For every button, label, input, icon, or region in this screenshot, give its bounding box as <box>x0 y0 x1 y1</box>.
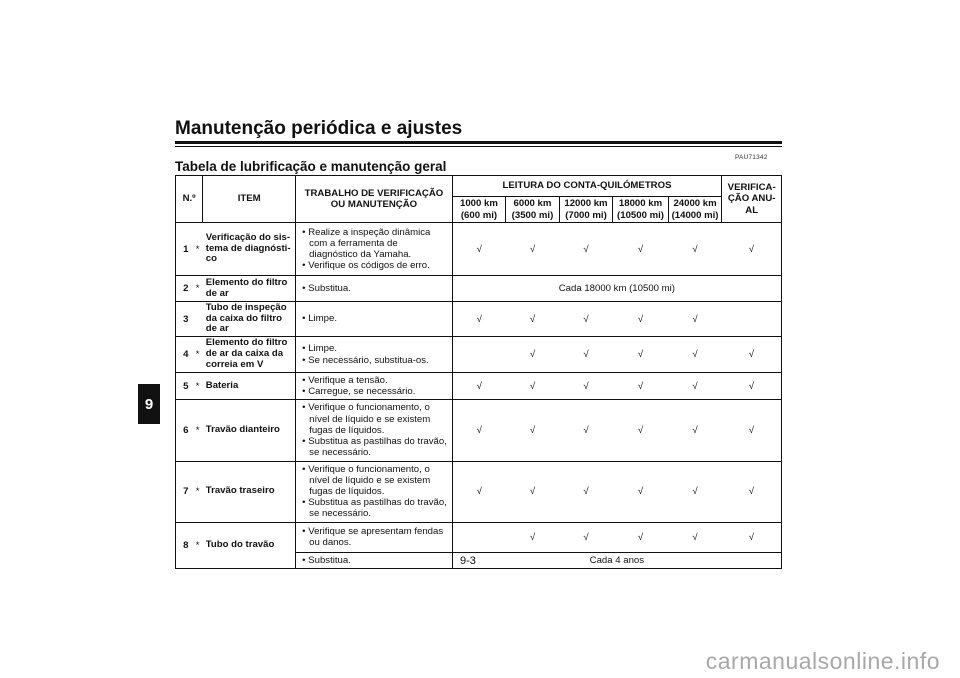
check-cell: √ <box>722 461 782 522</box>
interval-km: 24000 km <box>673 198 717 210</box>
work-text: Limpe. <box>308 343 337 355</box>
work-bullet: • Limpe. <box>302 343 337 355</box>
interval-mi: (600 mi) <box>460 209 498 221</box>
work-text: Realize a inspeção dinâmica com a ferramenta de diagnóstico da Yamaha. <box>308 226 431 260</box>
interval-km: 18000 km <box>618 198 663 210</box>
section-title: Tabela de lubrificação e manutenção geral <box>175 159 447 174</box>
check-cell: √ <box>452 461 506 522</box>
work-cell <box>296 337 453 373</box>
work-text: Substitua. <box>308 282 351 294</box>
check-cell: √ <box>559 400 613 461</box>
header-interval <box>668 197 722 223</box>
row-item: Tubo do travão <box>203 522 296 568</box>
row-number: 1 <box>176 223 196 276</box>
table-row <box>176 461 782 522</box>
row-item: Elemento do filtro de ar <box>203 276 296 302</box>
table-row <box>176 373 782 400</box>
check-cell: √ <box>668 302 722 337</box>
check-cell: √ <box>613 522 669 552</box>
interval-mi: (10500 mi) <box>617 209 664 221</box>
header-interval <box>559 197 613 223</box>
check-cell: √ <box>452 400 506 461</box>
interval-span: Cada 4 anos <box>452 552 781 568</box>
check-cell: √ <box>613 302 669 337</box>
row-asterisk: * <box>196 461 203 522</box>
row-number: 2 <box>176 276 196 302</box>
work-bullet: • Verifique a tensão. <box>302 375 388 386</box>
work-bullet: • Verifique os códigos de erro. <box>302 260 430 272</box>
chapter-tab: 9 <box>138 384 160 424</box>
header-num: N.º <box>176 176 203 223</box>
check-cell: √ <box>668 400 722 461</box>
work-text: Verifique o funcionamento, o nível de líquido e se existem fugas de líquidos. <box>308 402 431 436</box>
check-cell: √ <box>559 337 613 373</box>
work-bullet: • Verifique o funcionamento, o nível de líquido e se existem fugas de líquidos. <box>302 402 431 436</box>
work-cell <box>296 223 453 276</box>
row-item: Verificação do sis-tema de diagnósti-co <box>203 223 296 276</box>
work-bullet: • Substitua. <box>302 282 351 294</box>
work-bullet: • Verifique o funcionamento, o nível de líquido e se existem fugas de líquidos. <box>302 463 431 497</box>
work-text: Verifique a tensão. <box>308 375 388 386</box>
row-item: Travão dianteiro <box>203 400 296 461</box>
work-bullet: • Substitua. <box>302 554 351 566</box>
check-cell <box>722 302 782 337</box>
work-cell <box>296 373 453 400</box>
check-cell: √ <box>506 373 560 400</box>
work-bullet: • Se necessário, substitua-os. <box>302 354 429 366</box>
check-cell: √ <box>559 522 613 552</box>
check-cell: √ <box>722 223 782 276</box>
check-cell: √ <box>613 461 669 522</box>
header-interval <box>613 197 669 223</box>
table-row <box>176 400 782 461</box>
document-code: PAU71342 <box>735 154 768 161</box>
check-cell: √ <box>668 337 722 373</box>
work-bullet: • Verifique se apresentam fendas ou danos. <box>302 525 444 549</box>
check-cell: √ <box>452 223 506 276</box>
work-text: Verifique os códigos de erro. <box>308 260 430 272</box>
check-cell: √ <box>722 373 782 400</box>
interval-km: 1000 km <box>460 198 498 210</box>
row-item: Bateria <box>203 373 296 400</box>
check-cell: √ <box>506 337 560 373</box>
row-asterisk: * <box>196 522 203 568</box>
table-row <box>176 302 782 337</box>
work-cell <box>296 276 453 302</box>
header-odometer: LEITURA DO CONTA-QUILÓMETROS <box>452 176 722 197</box>
check-cell: √ <box>613 400 669 461</box>
header-annual: VERIFICA-ÇÃO ANU-AL <box>722 176 782 223</box>
header-interval <box>452 197 506 223</box>
work-text: Verifique se apresentam fendas ou danos. <box>308 525 444 549</box>
row-asterisk: * <box>196 276 203 302</box>
work-cell <box>296 400 453 461</box>
row-number: 6 <box>176 400 196 461</box>
row-number: 8 <box>176 522 196 568</box>
check-cell: √ <box>613 373 669 400</box>
maintenance-table <box>175 175 782 569</box>
interval-km: 6000 km <box>513 198 552 210</box>
work-text: Se necessário, substitua-os. <box>308 354 429 366</box>
row-asterisk: * <box>196 373 203 400</box>
check-cell: √ <box>559 461 613 522</box>
watermark: carmanualsonline.info <box>705 648 940 674</box>
work-cell <box>296 522 453 552</box>
row-asterisk: * <box>196 400 203 461</box>
work-bullet: • Substitua as pastilhas do travão, se necessário. <box>302 497 447 520</box>
check-cell: √ <box>668 373 722 400</box>
row-number: 5 <box>176 373 196 400</box>
work-cell <box>296 302 453 337</box>
row-asterisk: * <box>196 223 203 276</box>
header-work: TRABALHO DE VERIFICAÇÃO OU MANUTENÇÃO <box>296 176 453 223</box>
work-cell <box>296 461 453 522</box>
table-row <box>176 276 782 302</box>
check-cell: √ <box>722 337 782 373</box>
work-cell <box>296 552 453 568</box>
row-item: Travão traseiro <box>203 461 296 522</box>
check-cell <box>452 337 506 373</box>
check-cell: √ <box>506 223 560 276</box>
check-cell <box>452 522 506 552</box>
row-number: 4 <box>176 337 196 373</box>
check-cell: √ <box>452 373 506 400</box>
check-cell: √ <box>668 223 722 276</box>
header-item: ITEM <box>203 176 296 223</box>
check-cell: √ <box>506 522 560 552</box>
row-item: Elemento do filtro de ar da caixa da correia em V <box>203 337 296 373</box>
check-cell: √ <box>559 373 613 400</box>
check-cell: √ <box>452 302 506 337</box>
work-text: Substitua as pastilhas do travão, se necessário. <box>308 497 447 520</box>
work-text: Limpe. <box>308 313 337 325</box>
work-bullet: • Substitua as pastilhas do travão, se necessário. <box>302 436 447 459</box>
interval-span: Cada 18000 km (10500 mi) <box>452 276 781 302</box>
check-cell: √ <box>559 302 613 337</box>
check-cell: √ <box>506 302 560 337</box>
page-number: 9-3 <box>460 555 476 567</box>
work-text: Substitua. <box>308 554 351 566</box>
table-row <box>176 337 782 373</box>
interval-mi: (3500 mi) <box>511 209 554 221</box>
check-cell: √ <box>559 223 613 276</box>
check-cell: √ <box>722 522 782 552</box>
header-interval <box>506 197 560 223</box>
row-asterisk <box>196 302 203 337</box>
check-cell: √ <box>722 400 782 461</box>
work-bullet: • Realize a inspeção dinâmica com a ferramenta de diagnóstico da Yamaha. <box>302 226 431 260</box>
title-rule-thin <box>175 146 782 147</box>
row-number: 7 <box>176 461 196 522</box>
table-row <box>176 223 782 276</box>
row-item: Tubo de inspeção da caixa do filtro de ar <box>203 302 296 337</box>
work-text: Verifique o funcionamento, o nível de líquido e se existem fugas de líquidos. <box>308 463 431 497</box>
work-bullet: • Carregue, se necessário. <box>302 386 416 398</box>
check-cell: √ <box>613 223 669 276</box>
check-cell: √ <box>668 461 722 522</box>
interval-mi: (14000 mi) <box>671 209 719 221</box>
title-rule-thick <box>175 141 782 144</box>
check-cell: √ <box>668 522 722 552</box>
row-number: 3 <box>176 302 196 337</box>
row-asterisk: * <box>196 337 203 373</box>
table-row <box>176 522 782 552</box>
work-bullet: • Limpe. <box>302 313 337 325</box>
interval-km: 12000 km <box>564 198 608 210</box>
check-cell: √ <box>506 400 560 461</box>
check-cell: √ <box>506 461 560 522</box>
work-text: Carregue, se necessário. <box>308 386 416 398</box>
page-title: Manutenção periódica e ajustes <box>175 118 463 139</box>
interval-mi: (7000 mi) <box>565 209 607 221</box>
work-text: Substitua as pastilhas do travão, se necessário. <box>308 436 447 459</box>
check-cell: √ <box>613 337 669 373</box>
